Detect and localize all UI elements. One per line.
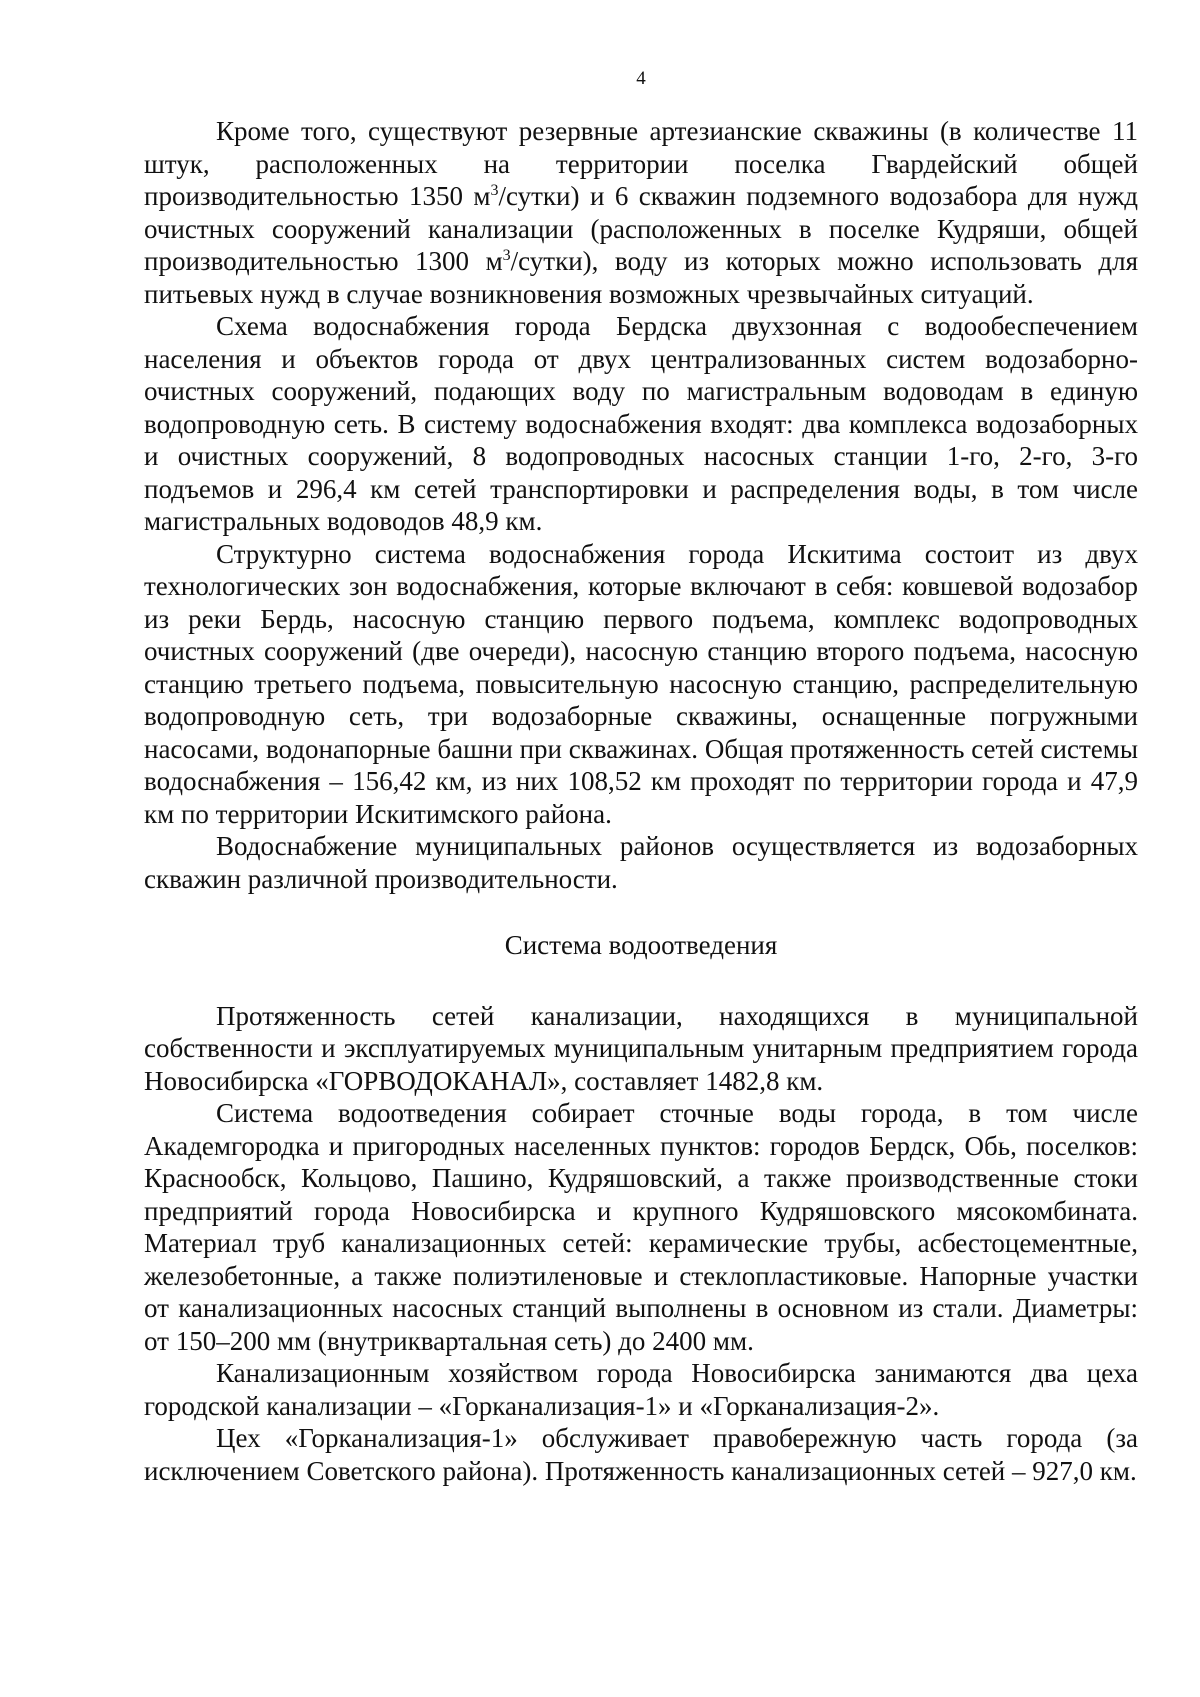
page-number: 4 (636, 68, 646, 89)
paragraph-sewer-management: Канализационным хозяйством города Новосибирска занимаются два цеха городской канализации – «Горканализация-1» и «Горканализация-2». (144, 1358, 1138, 1421)
paragraph-gorkanalizatsiya-1: Цех «Горканализация-1» обслуживает правобережную часть города (за исключением Советского района). Протяженность канализационных сетей – 927,0 км. (144, 1423, 1138, 1486)
paragraph-sewer-length: Протяженность сетей канализации, находящихся в муниципальной собственности и эксплуатируемых муниципальным унитарным предприятием города Новосибирска «ГОРВОДОКАНАЛ», составляет 1482,8 км. (144, 1000, 1138, 1096)
paragraph-iskitim-water-supply: Структурно система водоснабжения города Искитима состоит из двух технологических зон водоснабжения, которые включают в себя: ковшевой водозабор из реки Бердь, насосную станцию первого подъема, комплекс водопроводных очистных сооружений (две очереди), насосную станцию второго подъема, насосную станцию третьего подъема, повысительную насосную станцию, распределительную водопроводную сеть, три водозаборные скважины, оснащенные погружными насосами, водонапорные башни при скважинах. Общая протяженность сетей системы водоснабжения – 156,42 км, из них 108,52 км проходят по территории города и 47,9 км по территории Искитимского района. (144, 538, 1138, 829)
paragraph-sewer-system: Система водоотведения собирает сточные воды города, в том числе Академгородка и пригородных населенных пунктов: городов Бердск, Обь, поселков: Краснообск, Кольцово, Пашино, Кудряшовский, а также производственные стоки предприятий города Новосибирска и крупного Кудряшовского мясокомбината. Материал труб канализационных сетей: керамические трубы, асбестоцементные, железобетонные, а также полиэтиленовые и стеклопластиковые. Напорные участки от канализационных насосных станций выполнены в основном из стали. Диаметры: от 150–200 мм (внутриквартальная сеть) до 2400 мм. (144, 1098, 1138, 1356)
page-content (144, 115, 1138, 1487)
paragraph-municipal-districts: Водоснабжение муниципальных районов осуществляется из водозаборных скважин различной производительности. (144, 831, 1138, 894)
paragraph-text: /сутки) и 6 скважин подземного водозабора для нужд очистных сооружений канализации (расположенных в поселке Кудряши, общей производительностью 1300 м (144, 181, 1138, 276)
paragraph-text: /сутки), воду из которых можно использовать для питьевых нужд в случае возникновения возможных чрезвычайных ситуаций. (144, 246, 1138, 309)
section-heading: Система водоотведения (504, 930, 778, 960)
superscript-3: 3 (502, 247, 511, 264)
superscript-3: 3 (490, 182, 499, 199)
paragraph-text: Кроме того, существуют резервные артезианские скважины (в количестве 11 штук, расположенных на территории поселка Гвардейский общей производительностью 1350 м (144, 116, 1138, 211)
paragraph-berdsk-water-supply: Схема водоснабжения города Бердска двухзонная с водообеспечением населения и объектов города от двух централизованных систем водозаборно-очистных сооружений, подающих воду по магистральным водоводам в единую водопроводную сеть. В систему водоснабжения входят: два комплекса водозаборных и очистных сооружений, 8 водопроводных насосных станции 1-го, 2-го, 3-го подъемов и 296,4 км сетей транспортировки и распределения воды, в том числе магистральных водоводов 48,9 км. (144, 311, 1138, 536)
paragraph-reserve-wells (144, 115, 1138, 310)
